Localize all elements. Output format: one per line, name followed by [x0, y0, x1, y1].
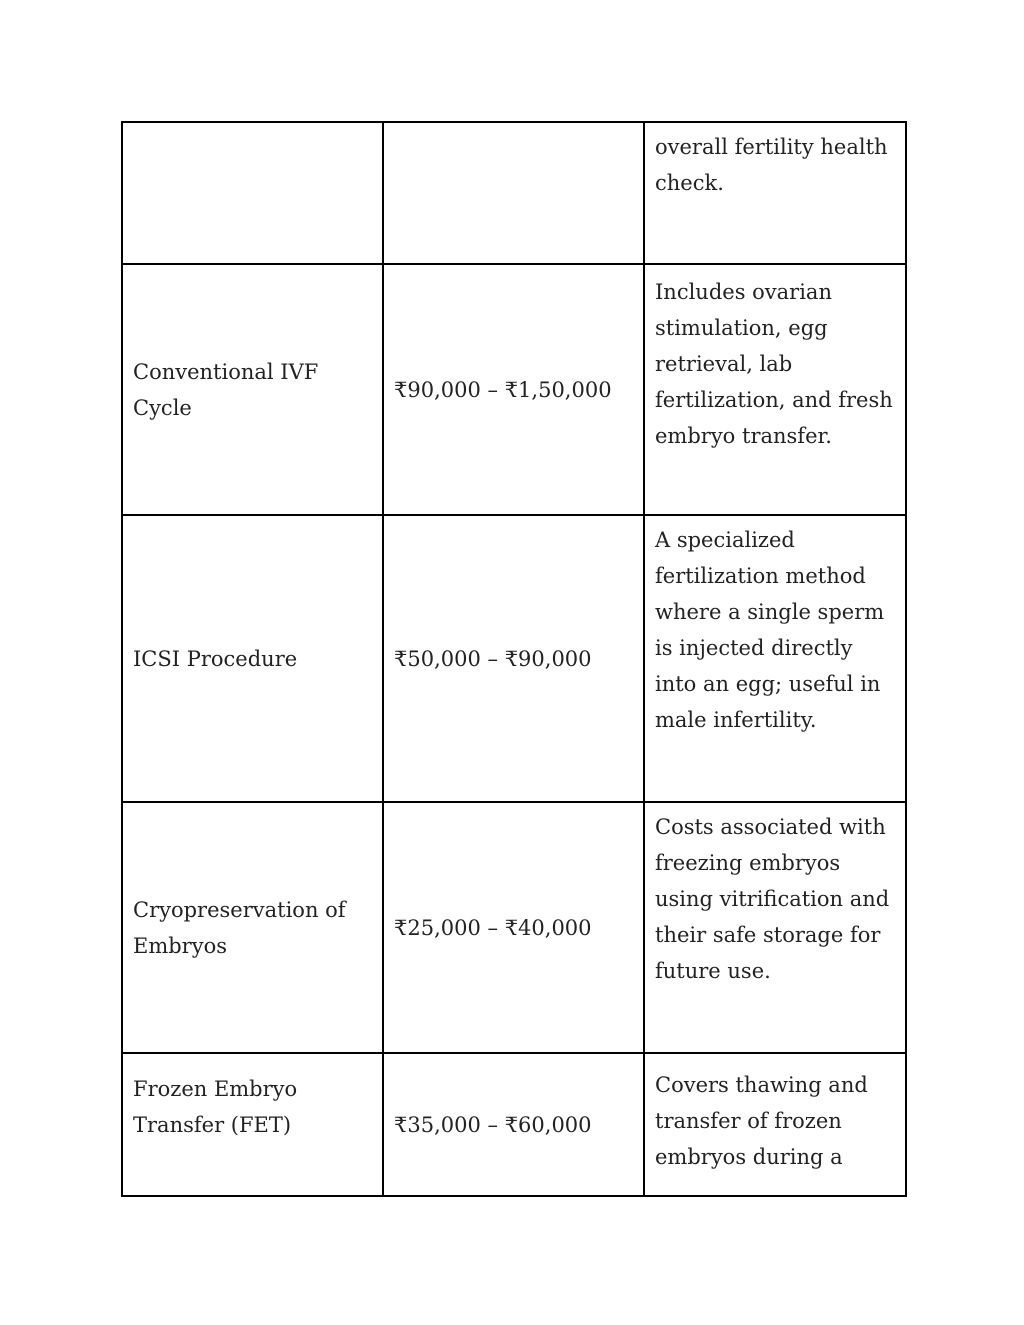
cost-cell: [383, 1053, 644, 1196]
ivf-cost-table: [121, 121, 907, 1197]
treatment-name: ICSI Procedure: [133, 646, 298, 671]
treatment-name: Cryopreservation of Embryos: [133, 897, 346, 958]
cost-range: ₹25,000 – ₹40,000: [394, 915, 592, 940]
table-row: [122, 264, 906, 515]
treatment-name: Frozen Embryo Transfer (FET): [133, 1076, 298, 1137]
description-cell: [644, 802, 906, 1053]
table-row: [122, 802, 906, 1053]
treatment-cell: [122, 1053, 383, 1196]
cost-cell: [383, 802, 644, 1053]
cost-cell: [383, 122, 644, 264]
cost-range: ₹50,000 – ₹90,000: [394, 646, 592, 671]
description-cell: [644, 122, 906, 264]
treatment-cell: [122, 515, 383, 802]
description-cell: [644, 515, 906, 802]
description-cell: [644, 264, 906, 515]
treatment-name: Conventional IVF Cycle: [133, 359, 319, 420]
description-text: Costs associated with freezing embryos using vitrification and their safe storage for future use.: [655, 815, 890, 983]
description-text: Includes ovarian stimulation, egg retrieval, lab fertilization, and fresh embryo transfer.: [655, 280, 893, 448]
treatment-cell: [122, 802, 383, 1053]
cost-range: ₹35,000 – ₹60,000: [394, 1112, 592, 1137]
treatment-cell: [122, 264, 383, 515]
cost-cell: [383, 515, 644, 802]
table-row: [122, 122, 906, 264]
description-text: overall fertility health check.: [655, 135, 888, 195]
cost-range: ₹90,000 – ₹1,50,000: [394, 377, 612, 402]
treatment-cell: [122, 122, 383, 264]
description-text: A specialized fertilization method where a single sperm is injected directly into an egg; useful in male infertility.: [655, 528, 885, 732]
table-row: [122, 515, 906, 802]
cost-cell: [383, 264, 644, 515]
description-cell: [644, 1053, 906, 1196]
table-row: [122, 1053, 906, 1196]
description-text: Covers thawing and transfer of frozen embryos during a: [655, 1073, 868, 1169]
